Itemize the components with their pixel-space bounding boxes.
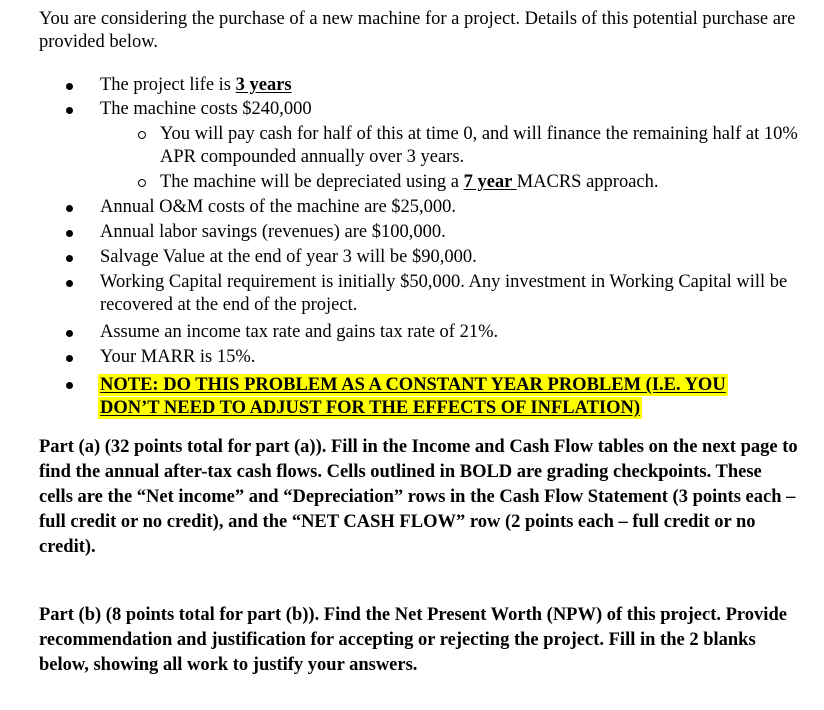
bullet-icon [66,255,73,262]
note-line-1: NOTE: DO THIS PROBLEM AS A CONSTANT YEAR PROBLEM (I.E. YOU [100,375,726,395]
sub-bullet-icon [138,179,146,187]
bullet-icon [66,230,73,237]
bullet-icon [66,107,73,114]
salvage-text: Salvage Value at the end of year 3 will be $90,000. [100,247,477,267]
project-life-value: 3 years [235,75,292,95]
part-a-paragraph: Part (a) (32 points total for part (a)). Fill in the Income and Cash Flow tables on the next page to find the annual after-tax cash flows. Cells outlined in BOLD are grading checkpoints. These cells are the “Net income” and “Depreciation” rows in the Cash Flow Statement (3 points each – full credit or no credit), and the “NET CASH FLOW” row (2 points each – full credit or no credit). [39,437,798,557]
project-life-label: The project life is [100,75,236,95]
om-costs-text: Annual O&M costs of the machine are $25,000. [100,197,457,217]
depreciation-suffix: MACRS approach. [516,172,659,192]
tax-rate-text: Assume an income tax rate and gains tax rate of 21%. [100,322,499,342]
bullet-icon [66,355,73,362]
bullet-icon [66,382,73,389]
bullet-icon [66,83,73,90]
depreciation-label: The machine will be depreciated using a [160,172,464,192]
marr-text: Your MARR is 15%. [100,347,256,367]
bullet-icon [66,280,73,287]
depreciation-value: 7 year [463,172,517,192]
machine-cost-text: The machine costs $240,000 [100,99,312,119]
intro-paragraph: You are considering the purchase of a new machine for a project. Details of this potential purchase are provided below. [39,9,796,52]
note-line-2: DON’T NEED TO ADJUST FOR THE EFFECTS OF INFLATION) [100,398,641,418]
part-b-paragraph: Part (b) (8 points total for part (b)). Find the Net Present Worth (NPW) of this project. Provide recommendation and justification for accepting or rejecting the project. Fill in the 2 blanks below, showing all work to justify your answers. [39,605,787,675]
labor-savings-text: Annual labor savings (revenues) are $100,000. [100,222,446,242]
note-highlight [98,374,728,420]
sub-bullet-icon [138,131,146,139]
bullet-icon [66,205,73,212]
bullet-icon [66,330,73,337]
working-capital-text: Working Capital requirement is initially $50,000. Any investment in Working Capital will be recovered at the end of the project. [100,272,788,315]
financing-text: You will pay cash for half of this at time 0, and will finance the remaining half at 10% APR compounded annually over 3 years. [160,124,798,167]
